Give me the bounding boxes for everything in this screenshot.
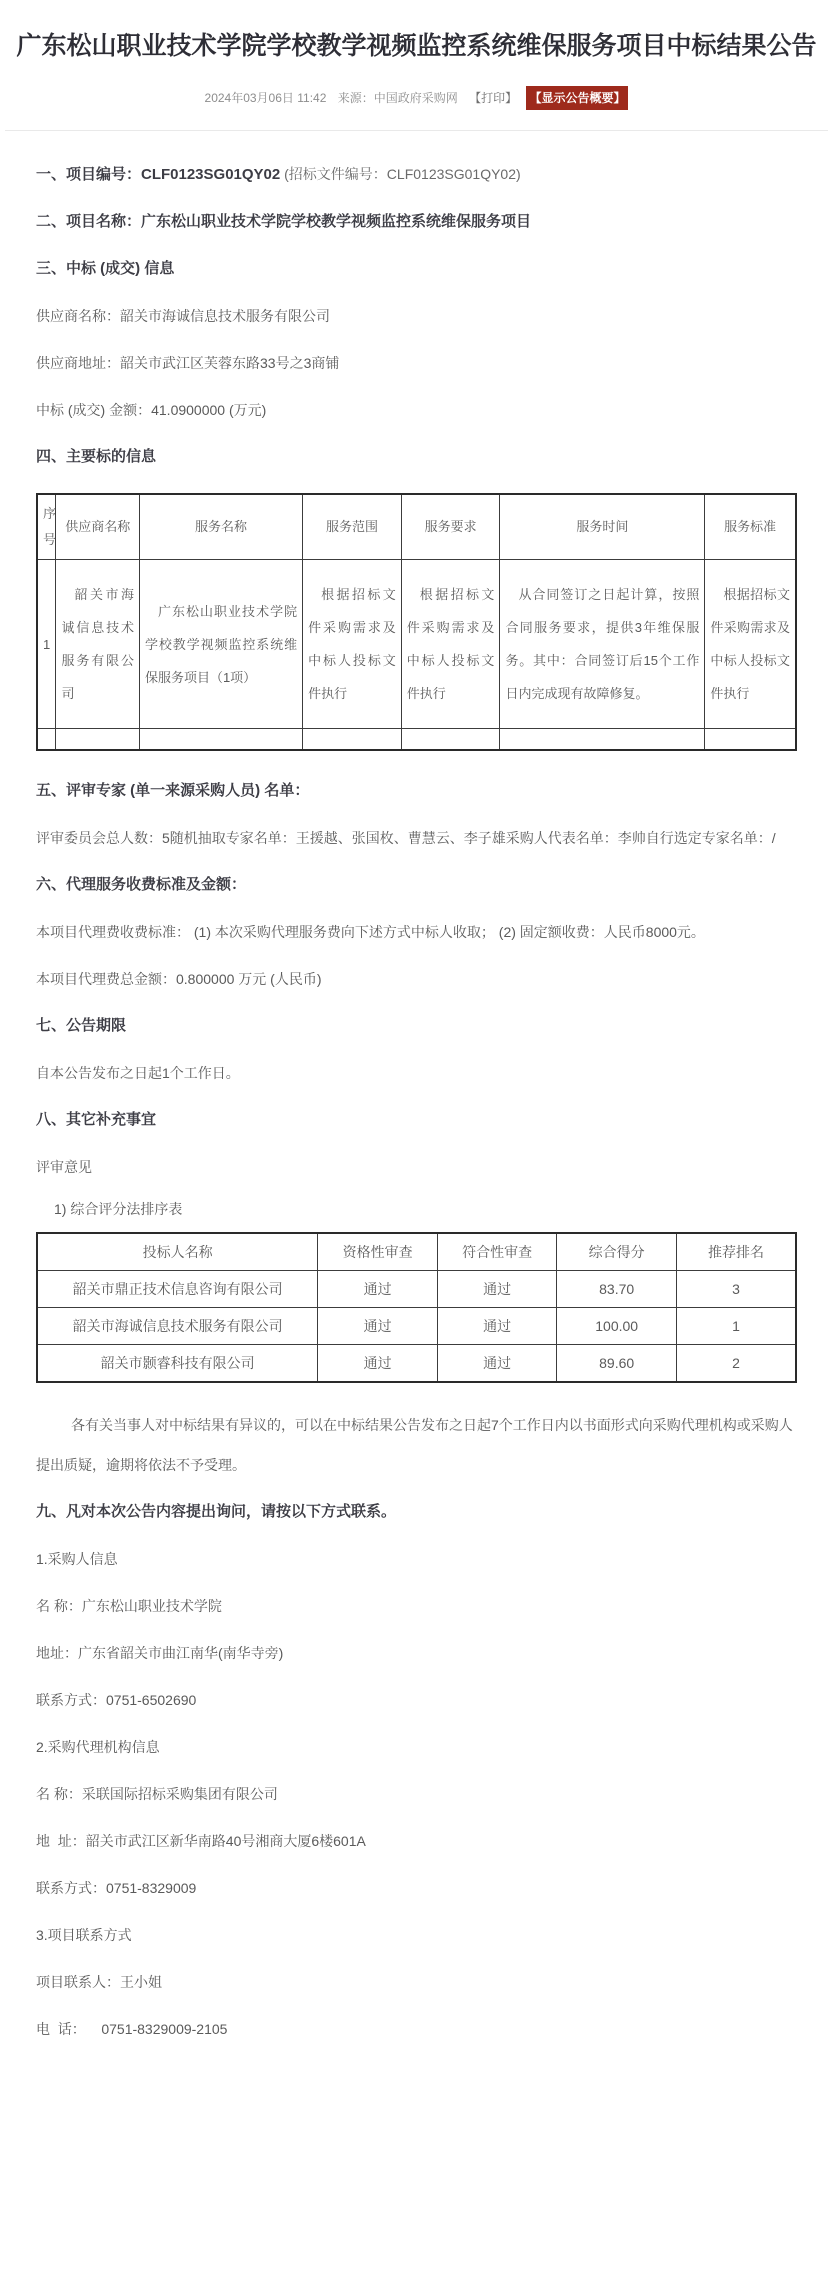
agency-address-line: 地 址：韶关市武江区新华南路40号湘商大厦6楼601A bbox=[36, 1833, 366, 1849]
col-header-service-standard: 服务标准 bbox=[705, 494, 796, 560]
table-empty-row bbox=[37, 729, 796, 751]
main-target-info-table bbox=[36, 493, 797, 751]
col-header-bidder-name: 投标人名称 bbox=[37, 1233, 318, 1271]
section-1-heading bbox=[36, 154, 797, 195]
section-7-heading: 七、公告期限 bbox=[36, 1017, 127, 1034]
col-header-service-scope: 服务范围 bbox=[303, 494, 402, 560]
agency-fee-standard-line: 本项目代理费收费标准： (1) 本次采购代理服务费向下述方式中标人收取； (2) 固定额收费：人民币8000元。 bbox=[36, 924, 705, 940]
cell-rank: 1 bbox=[676, 1308, 796, 1345]
announcement-body bbox=[0, 131, 833, 2082]
cell-rank: 2 bbox=[676, 1345, 796, 1383]
award-amount-line: 中标 (成交) 金额：41.0900000 (万元) bbox=[36, 402, 267, 418]
col-header-qualification-review: 资格性审查 bbox=[318, 1233, 438, 1271]
section-6-heading: 六、代理服务收费标准及金额： bbox=[36, 876, 247, 893]
review-opinion-label: 评审意见 bbox=[36, 1159, 92, 1175]
cell-qualification: 通过 bbox=[318, 1271, 438, 1308]
print-button[interactable]: 【打印】 bbox=[469, 91, 518, 105]
objection-notice-paragraph: 各有关当事人对中标结果有异议的，可以在中标结果公告发布之日起7个工作日内以书面形式向采购代理机构或采购人提出质疑，逾期将依法不予受理。 bbox=[36, 1417, 793, 1473]
cell-qualification: 通过 bbox=[318, 1345, 438, 1383]
supplier-name-line: 供应商名称：韶关市海诚信息技术服务有限公司 bbox=[36, 308, 330, 324]
table-header-row bbox=[37, 1233, 796, 1271]
meta-source: 来源：中国政府采购网 bbox=[337, 91, 458, 105]
cell-service-scope: 根据招标文件采购需求及中标人投标文件执行 bbox=[303, 560, 402, 729]
table-row bbox=[37, 1308, 796, 1345]
table-row bbox=[37, 1345, 796, 1383]
col-header-service-require: 服务要求 bbox=[401, 494, 500, 560]
purchaser-address-line: 地址：广东省韶关市曲江南华(南华寺旁) bbox=[36, 1645, 284, 1661]
section-2-heading: 二、项目名称：广东松山职业技术学院学校教学视频监控系统维保服务项目 bbox=[36, 213, 532, 230]
review-committee-line: 评审委员会总人数：5随机抽取专家名单：王援越、张国枚、曹慧云、李子雄采购人代表名单：李帅自行选定专家名单：/ bbox=[36, 830, 776, 846]
meta-datetime: 2024年03月06日 11:42 bbox=[204, 91, 327, 105]
cell-score: 83.70 bbox=[557, 1271, 677, 1308]
project-contact-tel-line: 电 话： 0751-8329009-2105 bbox=[36, 2021, 228, 2037]
table-row bbox=[37, 560, 796, 729]
col-header-seq: 序号 bbox=[37, 494, 56, 560]
cell-bidder-name: 韶关市颢睿科技有限公司 bbox=[37, 1345, 318, 1383]
section-9-heading: 九、凡对本次公告内容提出询问，请按以下方式联系。 bbox=[36, 1503, 397, 1520]
cell-service-require: 根据招标文件采购需求及中标人投标文件执行 bbox=[401, 560, 500, 729]
section-5-heading: 五、评审专家 (单一来源采购人员) 名单： bbox=[36, 782, 310, 799]
project-contact-label: 3.项目联系方式 bbox=[36, 1927, 132, 1943]
table-header-row bbox=[37, 494, 796, 560]
cell-supplier: 韶关市海诚信息技术服务有限公司 bbox=[56, 560, 139, 729]
project-contact-person-line: 项目联系人：王小姐 bbox=[36, 1974, 162, 1990]
col-header-total-score: 综合得分 bbox=[557, 1233, 677, 1271]
agency-info-label: 2.采购代理机构信息 bbox=[36, 1739, 160, 1755]
cell-bidder-name: 韶关市海诚信息技术服务有限公司 bbox=[37, 1308, 318, 1345]
cell-service-standard: 根据招标文件采购需求及中标人投标文件执行 bbox=[705, 560, 796, 729]
cell-conformity: 通过 bbox=[437, 1308, 557, 1345]
col-header-service-time: 服务时间 bbox=[500, 494, 705, 560]
cell-seq: 1 bbox=[37, 560, 56, 729]
project-number: 一、项目编号：CLF0123SG01QY02 bbox=[36, 166, 281, 183]
col-header-service-name: 服务名称 bbox=[139, 494, 302, 560]
agency-fee-total-line: 本项目代理费总金额：0.800000 万元 (人民币) bbox=[36, 971, 322, 987]
purchaser-info-label: 1.采购人信息 bbox=[36, 1551, 118, 1567]
col-header-conformity-review: 符合性审查 bbox=[437, 1233, 557, 1271]
col-header-recommend-rank: 推荐排名 bbox=[676, 1233, 796, 1271]
agency-name-line: 名 称：采联国际招标采购集团有限公司 bbox=[36, 1786, 278, 1802]
cell-service-time: 从合同签订之日起计算，按照合同服务要求，提供3年维保服务。其中：合同签订后15个工作日内完成现有故障修复。 bbox=[500, 560, 705, 729]
cell-bidder-name: 韶关市鼎正技术信息咨询有限公司 bbox=[37, 1271, 318, 1308]
section-8-heading: 八、其它补充事宜 bbox=[36, 1111, 157, 1128]
section-3-heading: 三、中标 (成交) 信息 bbox=[36, 260, 175, 277]
purchaser-name-line: 名 称：广东松山职业技术学院 bbox=[36, 1598, 222, 1614]
cell-rank: 3 bbox=[676, 1271, 796, 1308]
cell-conformity: 通过 bbox=[437, 1271, 557, 1308]
announcement-period-line: 自本公告发布之日起1个工作日。 bbox=[36, 1065, 240, 1081]
page-title: 广东松山职业技术学院学校教学视频监控系统维保服务项目中标结果公告 bbox=[16, 32, 817, 60]
cell-conformity: 通过 bbox=[437, 1345, 557, 1383]
show-summary-badge-button[interactable]: 【显示公告概要】 bbox=[526, 86, 628, 110]
section-4-heading: 四、主要标的信息 bbox=[36, 448, 157, 465]
agency-tel-line: 联系方式：0751-8329009 bbox=[36, 1880, 197, 1896]
table-row bbox=[37, 1271, 796, 1308]
supplier-address-line: 供应商地址：韶关市武江区芙蓉东路33号之3商铺 bbox=[36, 355, 340, 371]
meta-bar bbox=[0, 86, 833, 110]
cell-service-name: 广东松山职业技术学院学校教学视频监控系统维保服务项目（1项） bbox=[139, 560, 302, 729]
cell-qualification: 通过 bbox=[318, 1308, 438, 1345]
scoring-table-caption: 1) 综合评分法排序表 bbox=[54, 1201, 183, 1217]
cell-score: 89.60 bbox=[557, 1345, 677, 1383]
col-header-supplier: 供应商名称 bbox=[56, 494, 139, 560]
scoring-rank-table bbox=[36, 1232, 797, 1383]
purchaser-tel-line: 联系方式：0751-6502690 bbox=[36, 1692, 197, 1708]
tender-doc-number: (招标文件编号：CLF0123SG01QY02) bbox=[280, 166, 521, 182]
cell-score: 100.00 bbox=[557, 1308, 677, 1345]
